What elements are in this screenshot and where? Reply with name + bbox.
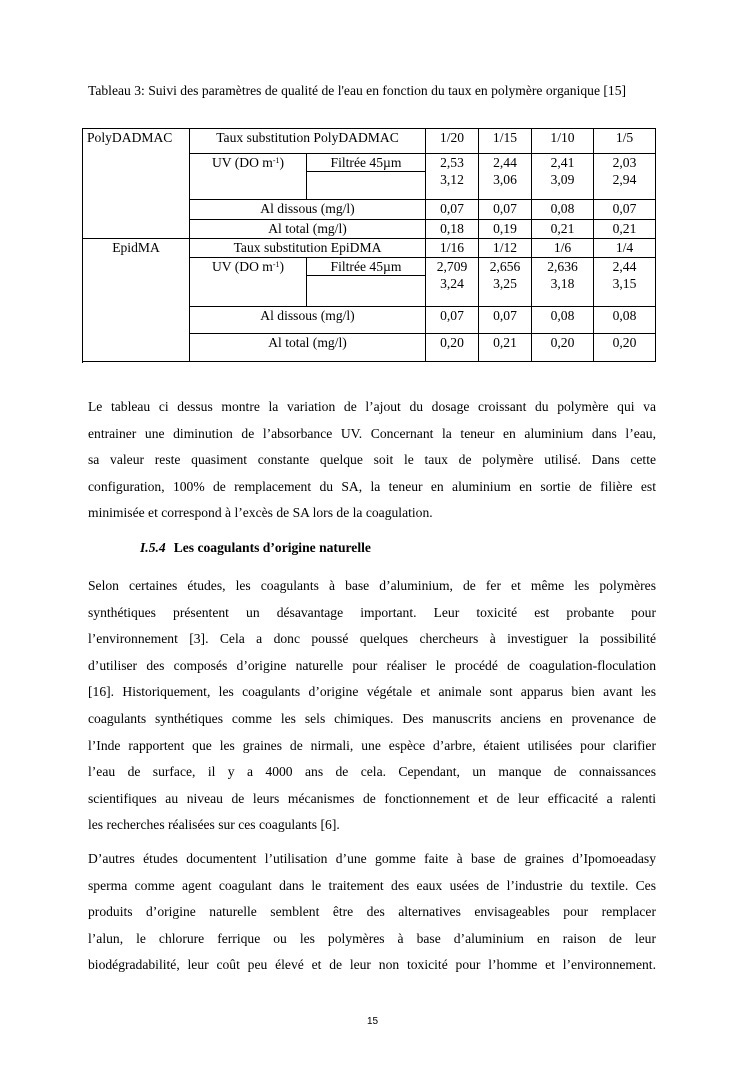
text-line: sa valeur reste quasiment constante quelque soit le taux de polymère utilisé. Dans cette	[88, 452, 656, 468]
text-line: [16]. Historiquement, les coagulants d’origine végétale et animale sont apparus bien avant les	[88, 684, 656, 700]
table-cell: 1/4	[594, 239, 656, 258]
text-line: d’utiliser des composés d’origine naturelle pour réaliser le procédé de coagulation-floculation	[88, 657, 656, 673]
table-cell: 0,18	[426, 220, 479, 239]
filter-label: Filtrée 45µm	[307, 154, 425, 172]
table-cell: 0,08	[532, 200, 594, 220]
text-line: D’autres études documentent l’utilisation d’une gomme faite à base de graines d’Ipomoeadasy	[88, 851, 656, 866]
al-dissous-label: Al dissous (mg/l)	[190, 200, 426, 220]
text-line: coagulants synthétiques comme les sels chimiques. Des manuscrits anciens en provenance de	[88, 710, 656, 726]
substitution-label: Taux substitution EpiDMA	[190, 239, 426, 258]
text-line: minimisée et correspond à l’excès de SA lors de la coagulation.	[88, 505, 433, 521]
table-cell: 2,53 3,12	[426, 154, 479, 200]
table-cell: 2,03 2,94	[594, 154, 656, 200]
table-cell: 0,19	[479, 220, 532, 239]
table-cell: 1/6	[532, 239, 594, 258]
table-cell: 1/16	[426, 239, 479, 258]
table-cell: 0,07	[479, 307, 532, 334]
text-line: biodégradabilité, leur coût peu élevé et de leur non toxicité pour l’homme et l’environnement.	[88, 957, 656, 973]
table-cell: 1/15	[479, 129, 532, 154]
table-cell: 0,20	[532, 334, 594, 362]
text-line: entrainer une diminution de l’absorbance UV. Concernant la teneur en aluminium dans l’eau,	[88, 425, 656, 441]
text-line: synthétiques présentent un désavantage important. Leur toxicité est probante pour	[88, 604, 656, 620]
text-line: Selon certaines études, les coagulants à base d’aluminium, de fer et même les polymères	[88, 578, 656, 593]
table-cell: 2,709 3,24	[426, 258, 479, 307]
text-line: sperma comme agent coagulant dans le traitement des eaux usées de l’industrie du textile. Ces	[88, 877, 656, 893]
table-caption: Tableau 3: Suivi des paramètres de qualité de l'eau en fonction du taux en polymère organique [15]	[88, 83, 627, 98]
table-cell: 0,07	[479, 200, 532, 220]
table-cell: 0,08	[532, 307, 594, 334]
table-cell: 1/12	[479, 239, 532, 258]
text-line: l’alun, le chlorure ferrique ou les polymères à base d’aluminium en raison de leur	[88, 930, 656, 946]
section-number: I.5.4	[140, 540, 166, 555]
text-line: configuration, 100% de remplacement du SA, la teneur en aluminium en sortie de filière est	[88, 478, 656, 494]
text-line: l’Inde rapportent que les graines de nirmali, une espèce d’arbre, étaient utilisées pour clarifier	[88, 737, 656, 753]
table-cell: 2,44 3,15	[594, 258, 656, 307]
uv-label: UV (DO $m^{-1}$)	[190, 258, 307, 307]
table-cell: 2,656 3,25	[479, 258, 532, 307]
table-cell: 0,20	[426, 334, 479, 362]
table-cell: 0,07	[594, 200, 656, 220]
group-name: PolyDADMAC	[83, 129, 190, 239]
al-dissous-label: Al dissous (mg/l)	[190, 307, 426, 334]
text-line: produits d’origine naturelle semblent être des alternatives envisageables pour remplacer	[88, 904, 656, 920]
table-cell: 1/5	[594, 129, 656, 154]
table-cell: 0,08	[594, 307, 656, 334]
section-heading	[140, 540, 371, 556]
table-cell: 2,44 3,06	[479, 154, 532, 200]
al-total-label: Al total (mg/l)	[190, 334, 426, 362]
substitution-label: Taux substitution PolyDADMAC	[190, 129, 426, 154]
table-cell: 2,636 3,18	[532, 258, 594, 307]
text-line: l’environnement [3]. Cela a donc poussé quelques chercheurs à investiguer la possibilité	[88, 631, 656, 647]
text-line: les recherches réalisées sur ces coagulants [6].	[88, 817, 340, 833]
table-cell: 1/20	[426, 129, 479, 154]
filter-label: Filtrée 45µm	[307, 258, 425, 276]
table-cell: 0,07	[426, 200, 479, 220]
table-row	[83, 239, 656, 258]
filter-cell	[307, 154, 426, 200]
table-cell: 0,21	[532, 220, 594, 239]
text-line: Le tableau ci dessus montre la variation de l’ajout du dosage croissant du polymère qui va	[88, 399, 656, 414]
table-cell: 2,41 3,09	[532, 154, 594, 200]
uv-label: UV (DO $m^{-1}$)	[190, 154, 307, 200]
text-line: l’eau de surface, il y a 4000 ans de cela. Cependant, un manque de connaissances	[88, 764, 656, 780]
table-cell: 0,07	[426, 307, 479, 334]
table-cell: 1/10	[532, 129, 594, 154]
filter-cell	[307, 258, 426, 307]
section-title: Les coagulants d’origine naturelle	[173, 540, 371, 555]
paragraph-1	[88, 394, 656, 527]
table-cell: 0,21	[479, 334, 532, 362]
al-total-label: Al total (mg/l)	[190, 220, 426, 239]
paragraph-3	[88, 846, 656, 979]
group-name: EpidMA	[83, 239, 190, 362]
water-quality-table	[82, 128, 656, 362]
table-row	[83, 129, 656, 154]
table-cell: 0,21	[594, 220, 656, 239]
paragraph-2	[88, 573, 656, 839]
text-line: scientifiques au niveau de leurs mécanismes de fonctionnement et de leur efficacité a ralenti	[88, 790, 656, 806]
table-cell: 0,20	[594, 334, 656, 362]
page-number: 15	[366, 1016, 379, 1027]
